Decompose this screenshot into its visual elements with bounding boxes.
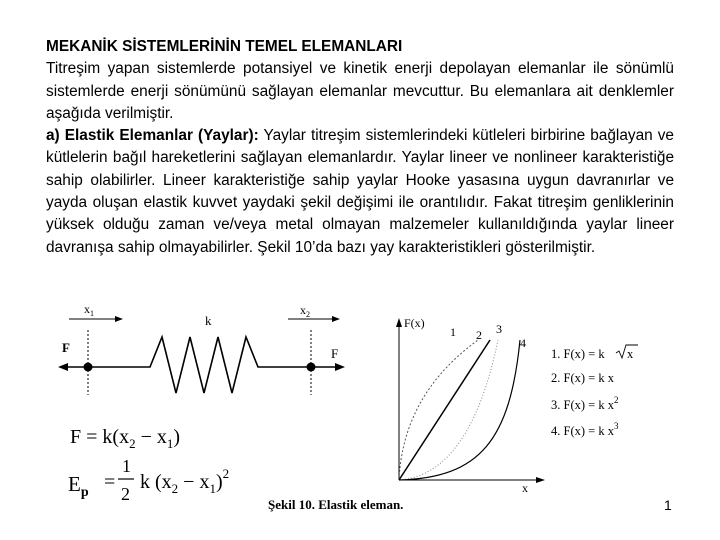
graph-x-label: x bbox=[522, 481, 528, 495]
page-number: 1 bbox=[664, 497, 672, 513]
graph-y-label: F(x) bbox=[404, 316, 425, 330]
x1-arrowhead bbox=[115, 316, 123, 322]
spring-diagram bbox=[58, 302, 345, 395]
legend-item-1: 1. F(x) = k bbox=[551, 347, 605, 361]
x1-label: $x_1$ bbox=[84, 302, 94, 318]
curve-1 bbox=[399, 340, 478, 480]
spring-characteristics-graph bbox=[396, 316, 638, 495]
intro-paragraph: Titreşim yapan sistemlerde potansiyel ve kinetik enerji depolayan elemanlar ile sönümlü sistemlerde enerji sönümünü sağlayan elemanlar mevcuttur. Bu elemanlara ait denklemler aşağıda verilmiştir. bbox=[46, 60, 674, 122]
x-axis-arrowhead bbox=[536, 477, 545, 483]
force-equation: $F = k(x_2 - x_1)$ bbox=[70, 426, 181, 451]
energy-lhs: $E_p$ bbox=[68, 472, 89, 500]
figure-caption: Şekil 10. Elastik eleman. bbox=[268, 497, 404, 512]
page-title: MEKANİK SİSTEMLERİNİN TEMEL ELEMANLARI bbox=[46, 38, 403, 55]
legend-item-4: 4. F(x) = k $x^3$ bbox=[551, 421, 619, 438]
curve-label-4: 4 bbox=[520, 336, 526, 350]
x2-label: $x_2$ bbox=[300, 303, 310, 319]
x2-arrowhead bbox=[332, 316, 340, 322]
energy-rhs: k $(x_2 - x_1)^2$ bbox=[140, 466, 230, 496]
curve-label-3: 3 bbox=[496, 322, 502, 336]
curve-3 bbox=[399, 340, 498, 480]
fraction-denominator: 2 bbox=[121, 484, 130, 504]
springs-text: Yaylar titreşim sistemlerindeki kütleleri birbirine bağlayan ve kütlelerin bağıl hareketlerini sağlayan elemanlardır. Yaylar lineer ve nonlineer karakteristiğe sahip olabilirler. Lineer karakteristiğe sahip yaylar Hooke yasasına uygun davranırlar ve yayda oluşan elastik kuvvet yaydaki şekil değişimi ile orantılıdır. Fakat titreşim genliklerinin yüksek olduğu zaman ve/veya metal olmayan malzemeler kullanıldığında yaylar lineer davranışa sahip olmayabilirler. Şekil 10’da bazı yay karakteristikleri gösterilmiştir. bbox=[46, 127, 674, 256]
k-label: k bbox=[205, 313, 212, 328]
left-node bbox=[84, 363, 93, 372]
curve-label-1: 1 bbox=[450, 325, 456, 339]
legend-item-3: 3. F(x) = k $x^2$ bbox=[551, 395, 619, 412]
left-force-label: F bbox=[62, 340, 70, 355]
equations bbox=[68, 426, 229, 504]
fraction-numerator: 1 bbox=[122, 456, 131, 476]
section-label: a) Elastik Elemanlar (Yaylar): bbox=[46, 127, 259, 145]
left-force-arrowhead bbox=[58, 363, 68, 371]
right-node bbox=[307, 363, 316, 372]
legend-item-1-tail: x bbox=[627, 347, 634, 361]
y-axis-arrowhead bbox=[396, 318, 402, 327]
right-force-arrowhead bbox=[335, 363, 345, 371]
energy-equals: = bbox=[104, 471, 116, 493]
legend-item-2: 2. F(x) = k x bbox=[551, 371, 614, 385]
right-force-label: F bbox=[331, 346, 339, 361]
spring-zigzag bbox=[63, 337, 340, 393]
curve-label-2: 2 bbox=[476, 328, 482, 342]
